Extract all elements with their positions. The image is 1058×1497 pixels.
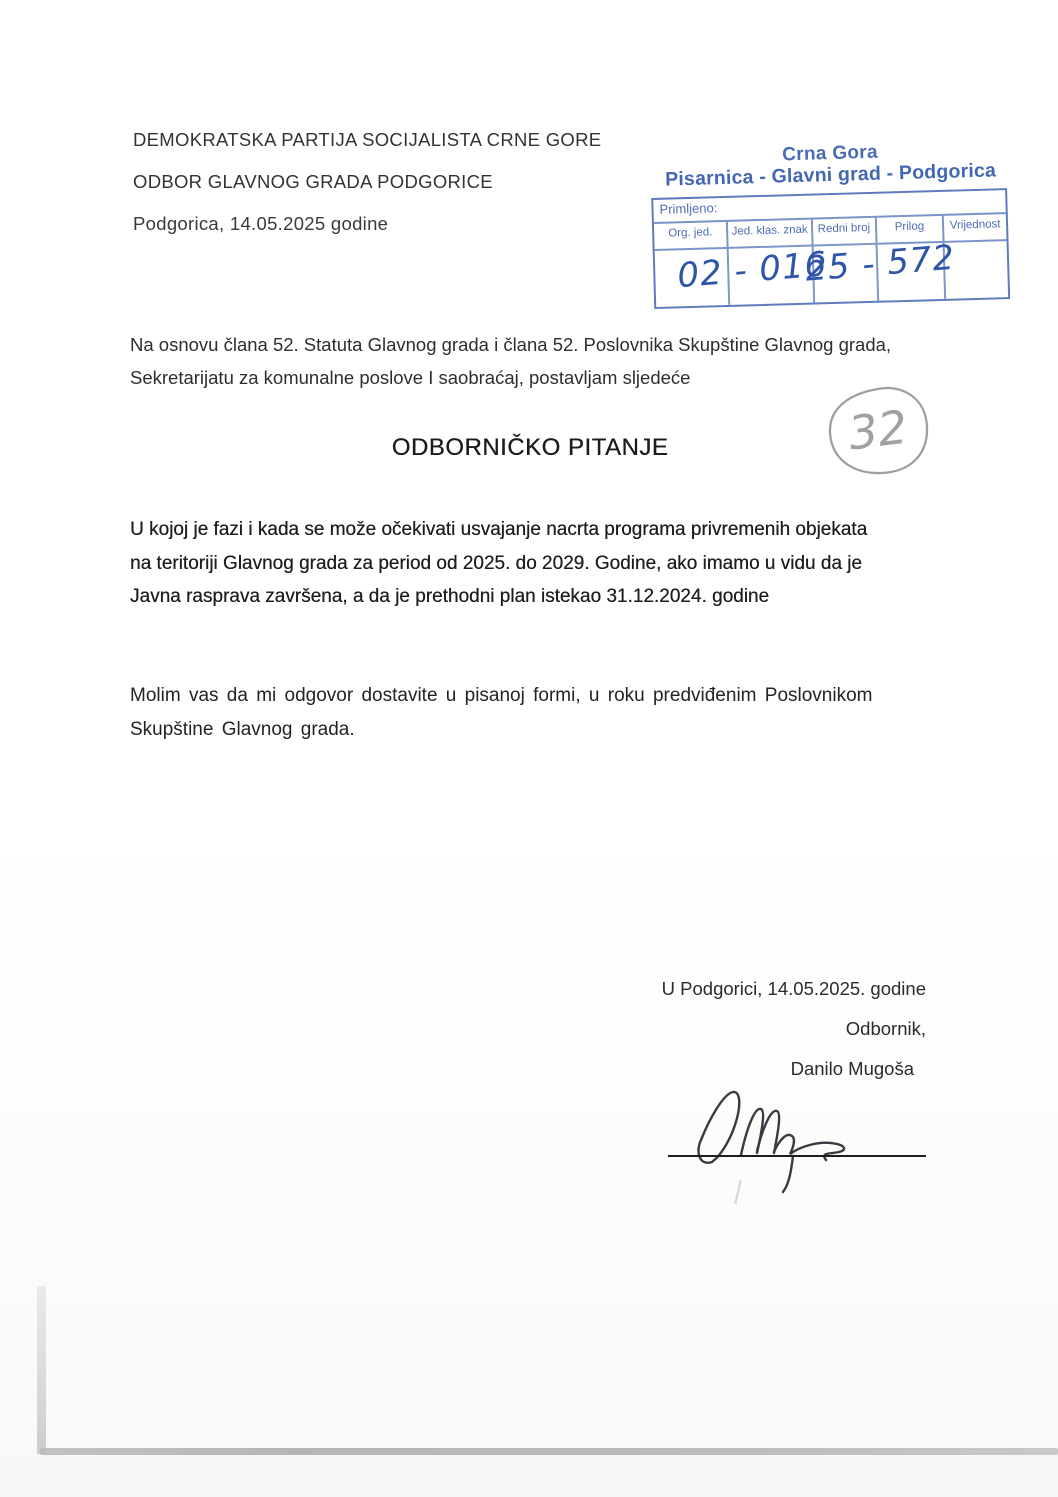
- letterhead: [133, 130, 601, 256]
- stamp-col-prilog: Prilog: [877, 216, 945, 245]
- intro-paragraph: [130, 328, 940, 394]
- request-line: Skupštine Glavnog grada.: [130, 719, 355, 740]
- stamp-table: [651, 188, 1010, 309]
- question-paragraph: [130, 513, 940, 614]
- organization-name: DEMOKRATSKA PARTIJA SOCIJALISTA CRNE GORE: [133, 129, 602, 150]
- handwritten-circled-number: [822, 383, 934, 479]
- request-paragraph: [130, 679, 940, 747]
- intro-line: Sekretarijatu za komunalne poslove I saobraćaj, postavljam sljedeće: [130, 367, 691, 388]
- stamp-country: Crna Gora: [781, 141, 879, 166]
- closing-place-date: U Podgorici, 14.05.2025. godine: [661, 978, 926, 999]
- handwritten-signature: [688, 1082, 868, 1197]
- closing-block: [600, 978, 926, 1098]
- stamp-office: Pisarnica - Glavni grad - Podgorica: [664, 159, 997, 191]
- signature-line: [668, 1155, 926, 1157]
- question-line: na teritoriji Glavnog grada za period od 2025. do 2029. Godine, ako imamo u vidu da je: [130, 552, 862, 574]
- receipt-stamp: [650, 139, 1014, 309]
- scan-paper-edge-bottom: [40, 1448, 1058, 1455]
- question-line: U kojoj je fazi i kada se može očekivati usvajanje nacrta programa privremenih objekata: [130, 519, 868, 540]
- stamp-col-jed-klas-znak: Jed. klas. znak: [728, 220, 813, 249]
- circled-number-text: 32: [845, 399, 911, 461]
- intro-line: Na osnovu člana 52. Statuta Glavnog grada i člana 52. Poslovnika Skupštine Glavnog grada,: [130, 334, 892, 355]
- header-place-date: Podgorica, 14.05.2025 godine: [133, 213, 389, 234]
- closing-role: Odbornik,: [845, 1018, 926, 1039]
- closing-signer-name: Danilo Mugoša: [790, 1058, 914, 1079]
- stamp-col-vrijednost: Vrijednost: [944, 214, 1007, 243]
- board-name: ODBOR GLAVNOG GRADA PODGORICE: [133, 171, 493, 192]
- request-line: Molim vas da mi odgovor dostavite u pisanoj formi, u roku predviđenim Poslovnikom: [130, 685, 873, 706]
- stamp-handwritten-number-left: 02 - 016: [675, 244, 829, 297]
- stamp-col-redni-broj: Redni broj: [813, 218, 878, 247]
- stamp-received-label: Primljeno:: [653, 190, 1006, 224]
- document-title: ODBORNIČKO PITANJE: [391, 434, 669, 461]
- stamp-col-org-jed: Org. jed.: [654, 222, 729, 251]
- scan-paper-edge-left: [37, 1286, 46, 1454]
- question-line: Javna rasprava završena, a da je prethodni plan istekao 31.12.2024. godine: [130, 586, 770, 607]
- stamp-handwritten-number-right: 25 - 572: [803, 237, 957, 290]
